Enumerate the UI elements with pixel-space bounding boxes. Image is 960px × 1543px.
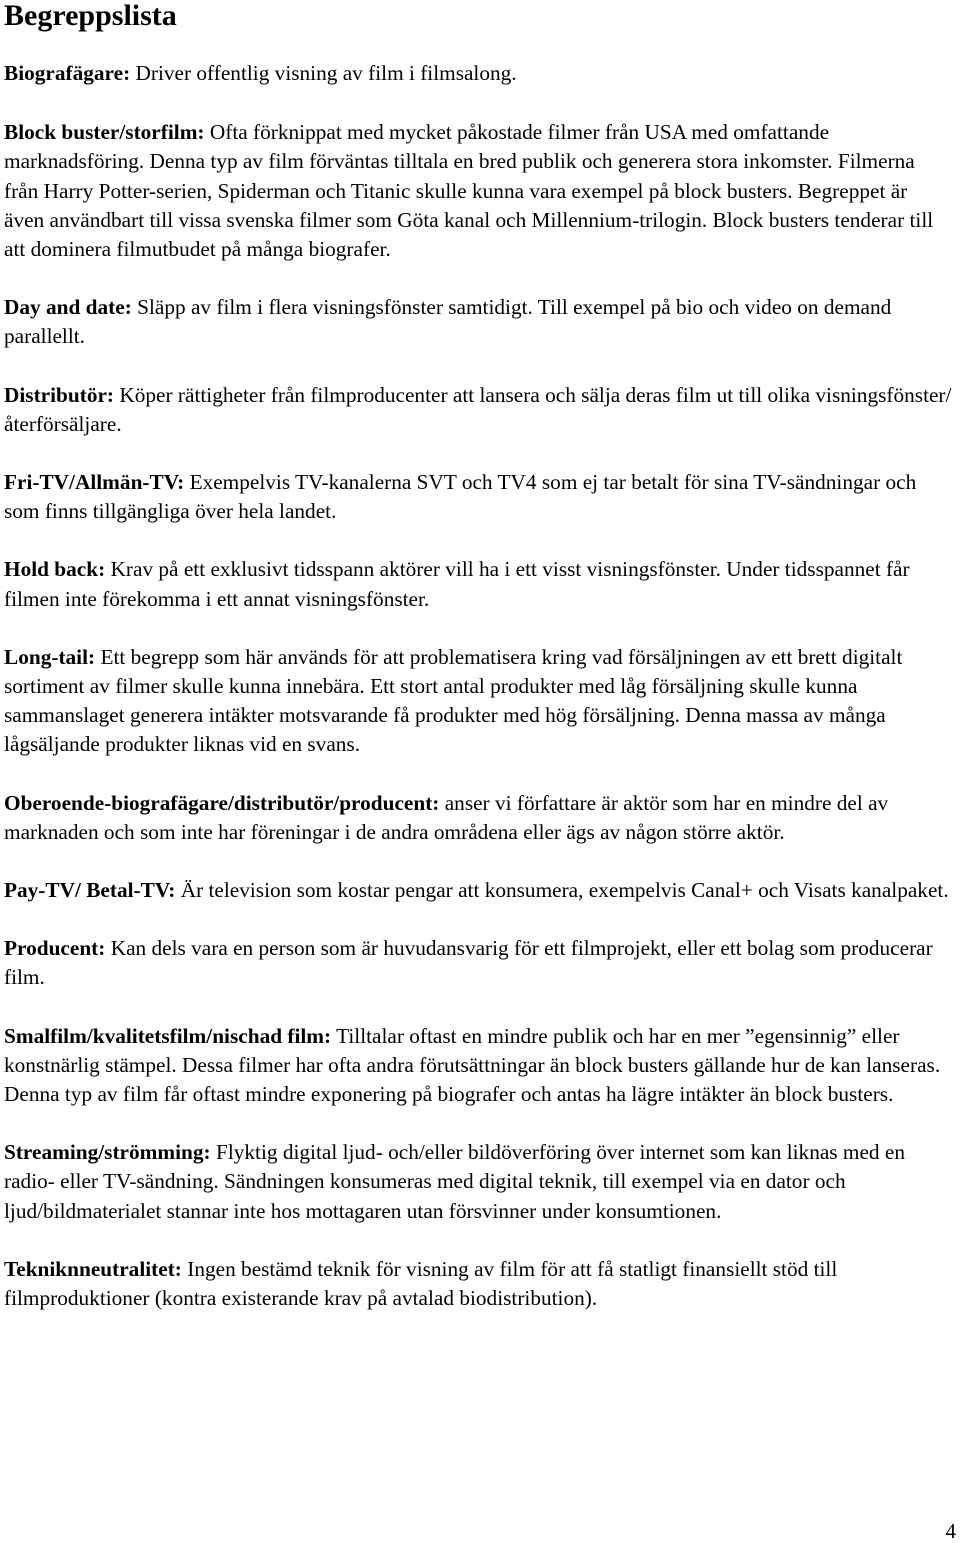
glossary-entry-streaming <box>4 1138 952 1226</box>
entry-term: Producent: <box>4 936 106 961</box>
entry-term: Pay-TV/ Betal-TV: <box>4 878 176 903</box>
entry-term: Distributör: <box>4 382 115 407</box>
glossary-entry-pay-tv <box>4 876 952 905</box>
glossary-entry-oberoende <box>4 789 952 847</box>
entry-term: Fri-TV/Allmän-TV: <box>4 470 185 495</box>
entry-term: Block buster/storfilm: <box>4 120 205 145</box>
glossary-entry-smalfilm <box>4 1022 952 1110</box>
entry-definition: anser vi författare är aktör som har en mindre del av marknaden och som inte har föreningar i de andra områdena eller ägs av någon större aktör. <box>4 790 889 844</box>
entry-term: Oberoende-biografägare/distributör/producent: <box>4 790 440 815</box>
entry-definition: Tilltalar oftast en mindre publik och har en mer ”egensinnig” eller konstnärlig stämpel. Dessa filmer har ofta andra förutsättningar än block busters gällande hur de kan lanseras. Denna typ av film får oftast mindre exponering på biografer och antas ha lägre intäkter än block busters. <box>4 1023 941 1107</box>
entry-definition: Är television som kostar pengar att konsumera, exempelvis Canal+ och Visats kanalpaket. <box>180 878 949 903</box>
entry-term: Biografägare: <box>4 61 131 85</box>
entry-definition: Krav på ett exklusivt tidsspann aktörer vill ha i ett visst visningsfönster. Under tidsspannet får filmen inte förekomma i ett annat visningsfönster. <box>4 557 910 611</box>
glossary-entry-block-buster <box>4 118 952 264</box>
entry-term: Long-tail: <box>4 644 96 669</box>
document-page <box>4 0 952 1313</box>
glossary-entry-producent <box>4 934 952 992</box>
entry-definition: Driver offentlig visning av film i filmsalong. <box>135 61 517 85</box>
entry-term: Day and date: <box>4 295 132 320</box>
entry-definition: Ofta förknippat med mycket påkostade filmer från USA med omfattande marknadsföring. Denna typ av film förväntas tilltala en bred publik och generera stora inkomster. Filmerna från Harry Potter-serien, Spiderman och Titanic skulle kunna vara exempel på block busters. Begreppet är även användbart till vissa svenska filmer som Göta kanal och Millennium-trilogin. Block busters tenderar till att dominera filmutbudet på många biografer. <box>4 120 934 262</box>
entry-definition: Ingen bestämd teknik för visning av film för att få statligt finansiellt stöd till filmproduktioner (kontra existerande krav på avtalad biodistribution). <box>4 1256 838 1311</box>
entry-definition: Köper rättigheter från filmproducenter att lansera och sälja deras film ut till olika visningsfönster/återförsäljare. <box>4 382 952 436</box>
entry-term: Tekniknneutralitet: <box>4 1256 182 1281</box>
entry-definition: Släpp av film i flera visningsfönster samtidigt. Till exempel på bio och video on demand parallellt. <box>4 295 892 349</box>
entry-term: Smalfilm/kvalitetsfilm/nischad film: <box>4 1023 332 1048</box>
page-number: 4 <box>945 1519 956 1543</box>
entry-definition: Kan dels vara en person som är huvudansvarig för ett filmprojekt, eller ett bolag som producerar film. <box>4 936 933 990</box>
glossary-entry-hold-back <box>4 555 952 613</box>
glossary-entry-biografagare <box>4 59 952 88</box>
entry-term: Streaming/strömming: <box>4 1140 211 1165</box>
entry-definition: Flyktig digital ljud- och/eller bildöverföring över internet som kan liknas med en radio- eller TV-sändning. Sändningen konsumeras med digital teknik, till exempel via en dator och ljud/bildmaterialet stannar inte hos mottagaren utan försvinner under konsumtionen. <box>4 1140 906 1223</box>
glossary-entry-distributor <box>4 381 952 439</box>
glossary-entry-fri-tv <box>4 468 952 526</box>
page-title: Begreppslista <box>4 0 177 32</box>
glossary-entry-long-tail <box>4 643 952 760</box>
glossary-entry-teknikneutralitet <box>4 1255 952 1313</box>
entry-definition: Exempelvis TV-kanalerna SVT och TV4 som ej tar betalt för sina TV-sändningar och som finns tillgängliga över hela landet. <box>4 470 917 524</box>
entry-definition: Ett begrepp som här används för att problematisera kring vad försäljningen av ett brett digitalt sortiment av filmer skulle kunna innebära. Ett stort antal produkter med låg försäljning skulle kunna sammanslaget generera intäkter motsvarande få produkter med hög försäljning. Denna massa av många lågsäljande produkter liknas vid en svans. <box>4 644 903 757</box>
glossary-entry-day-and-date <box>4 293 952 351</box>
entry-term: Hold back: <box>4 557 106 582</box>
